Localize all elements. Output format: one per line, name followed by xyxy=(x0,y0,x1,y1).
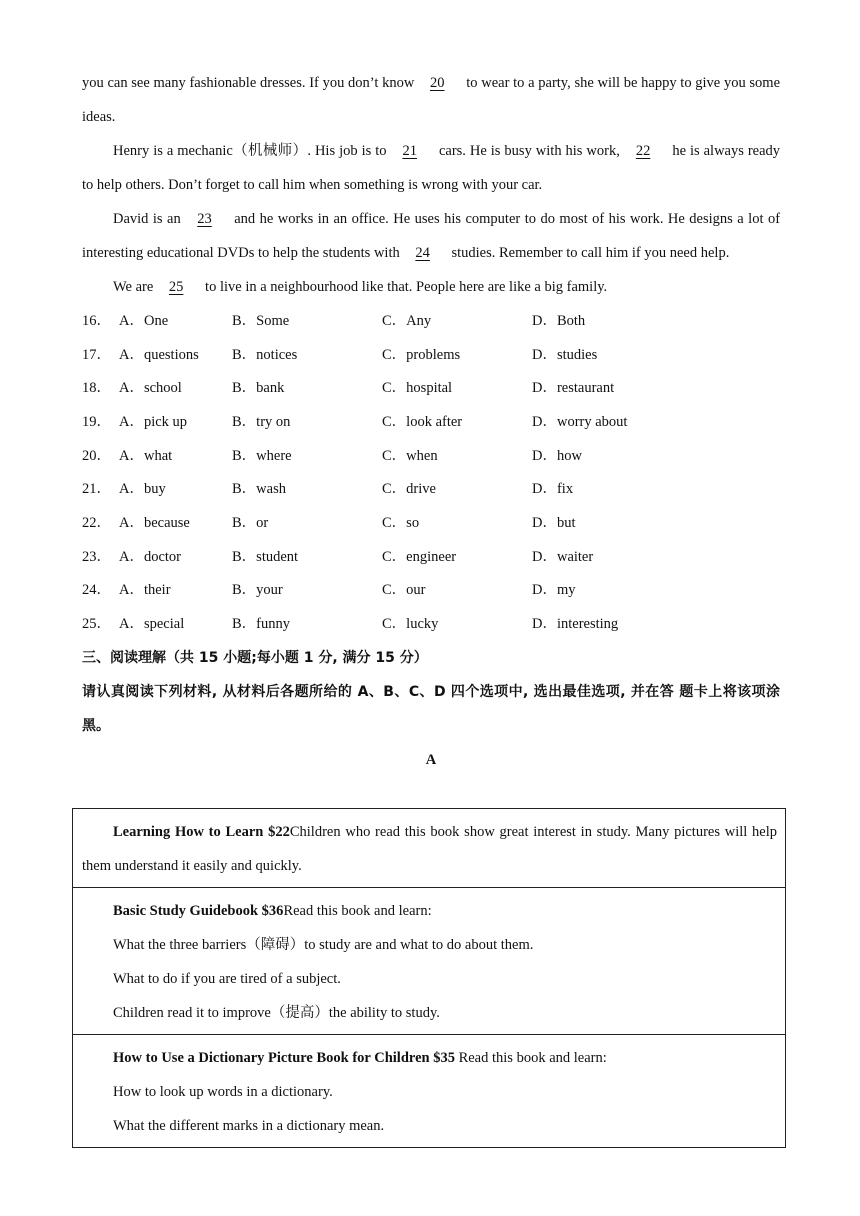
book-ad-line xyxy=(82,928,777,962)
question-number: 19． xyxy=(82,413,111,430)
option-c[interactable]: C．so xyxy=(382,514,420,531)
question-number: 25． xyxy=(82,616,111,633)
option-a[interactable]: A．special xyxy=(119,616,185,633)
question-row xyxy=(82,472,780,506)
book-ad-row xyxy=(73,1035,786,1148)
book-description: Children who read this book show great interest in study. Many pictures will help them understand it easily and quickly. xyxy=(82,824,777,874)
option-d[interactable]: D．fix xyxy=(532,481,574,498)
book-description: What the three barriers（障碍）to study are and what to do about them. xyxy=(113,937,534,953)
question-number: 18． xyxy=(82,380,111,397)
option-a[interactable]: A．buy xyxy=(119,481,166,498)
text: We are xyxy=(113,279,154,295)
option-a[interactable]: A．what xyxy=(119,447,173,464)
text: David is an xyxy=(113,211,181,227)
book-ad-line xyxy=(82,996,777,1030)
option-d[interactable]: D．Both xyxy=(532,312,586,329)
option-c[interactable]: C．hospital xyxy=(382,380,453,397)
question-row xyxy=(82,439,780,473)
book-title: Basic Study Guidebook $36 xyxy=(113,903,284,919)
option-b[interactable]: B．Some xyxy=(232,312,290,329)
book-ad-line xyxy=(82,962,777,996)
question-number: 24． xyxy=(82,582,111,599)
blank-24[interactable]: 24 xyxy=(415,245,430,261)
option-c[interactable]: C．our xyxy=(382,582,426,599)
option-b[interactable]: B．or xyxy=(232,514,269,531)
option-b[interactable]: B．your xyxy=(232,582,283,599)
book-ads-table xyxy=(72,808,786,1148)
text: cars. He is busy with his work, xyxy=(438,143,620,159)
option-c[interactable]: C．problems xyxy=(382,346,461,363)
text: to live in a neighbourhood like that. People here are like a big family. xyxy=(205,279,608,295)
option-c[interactable]: C．when xyxy=(382,447,438,464)
book-ad-cell xyxy=(73,1035,786,1148)
option-b[interactable]: B．where xyxy=(232,447,292,464)
option-c[interactable]: C．engineer xyxy=(382,548,457,565)
option-b[interactable]: B．student xyxy=(232,548,299,565)
option-c[interactable]: C．drive xyxy=(382,481,436,498)
book-ad-line xyxy=(82,894,777,928)
option-b[interactable]: B．try on xyxy=(232,413,291,430)
blank-20[interactable]: 20 xyxy=(430,75,445,91)
document-page xyxy=(82,66,780,777)
question-number: 16． xyxy=(82,312,111,329)
question-row xyxy=(82,405,780,439)
book-description: Read this book and learn: xyxy=(283,903,432,919)
book-description: How to look up words in a dictionary. xyxy=(113,1084,333,1100)
book-description: What the different marks in a dictionary mean. xyxy=(113,1118,385,1134)
section-instruction: 请认真阅读下列材料, 从材料后各题所给的 A、B、C、D 四个选项中, 选出最佳选项, 并在答 题卡上将该项涂黑。 xyxy=(82,683,780,734)
option-b[interactable]: B．notices xyxy=(232,346,298,363)
book-title: How to Use a Dictionary Picture Book for Children $35 xyxy=(113,1050,455,1066)
passage-paragraph-3 xyxy=(82,202,780,270)
question-row xyxy=(82,304,780,338)
question-row xyxy=(82,540,780,574)
blank-22[interactable]: 22 xyxy=(635,143,651,159)
section-heading: 三、阅读理解（共 15 小题;每小题 1 分, 满分 15 分） xyxy=(82,649,428,666)
book-description: What to do if you are tired of a subject. xyxy=(113,971,341,987)
book-description: Children read it to improve（提高）the ability to study. xyxy=(113,1005,440,1021)
option-a[interactable]: A．their xyxy=(119,582,171,599)
question-number: 17． xyxy=(82,346,111,363)
book-ad-cell xyxy=(73,809,786,888)
text: to wear to a party, she will be happy to give you some ideas. xyxy=(82,75,781,125)
option-d[interactable]: D．but xyxy=(532,514,576,531)
option-a[interactable]: A．One xyxy=(119,312,169,329)
question-number: 23． xyxy=(82,548,111,565)
passage-paragraph-2 xyxy=(82,134,780,202)
book-ad-text xyxy=(82,815,777,883)
text: and he works in an office. He uses his computer to do most of his work. He designs a lot of interesting educational DVDs to help the students with xyxy=(82,211,781,261)
option-a[interactable]: A．doctor xyxy=(119,548,182,565)
book-ad-line xyxy=(82,1109,777,1143)
text: he is always ready to help others. Don’t forget to call him when something is wrong with your car. xyxy=(82,143,781,193)
book-ad-row xyxy=(73,809,786,888)
option-b[interactable]: B．bank xyxy=(232,380,285,397)
option-a[interactable]: A．pick up xyxy=(119,413,188,430)
passage-label: A xyxy=(425,751,437,768)
blank-21[interactable]: 21 xyxy=(402,143,417,159)
book-description: Read this book and learn: xyxy=(454,1050,607,1066)
option-d[interactable]: D．my xyxy=(532,582,576,599)
option-d[interactable]: D．restaurant xyxy=(532,380,615,397)
question-row xyxy=(82,506,780,540)
book-ad-line xyxy=(82,1075,777,1109)
blank-23[interactable]: 23 xyxy=(197,211,212,227)
option-d[interactable]: D．how xyxy=(532,447,582,464)
book-title: Learning How to Learn $22 xyxy=(113,824,290,840)
text: Henry is a mechanic（机械师）. His job is to xyxy=(113,143,387,159)
question-options-list xyxy=(82,304,780,641)
option-c[interactable]: C．lucky xyxy=(382,616,439,633)
option-c[interactable]: C．look after xyxy=(382,413,463,430)
question-row xyxy=(82,574,780,608)
option-d[interactable]: D．studies xyxy=(532,346,598,363)
text: you can see many fashionable dresses. If you don’t know xyxy=(82,75,415,91)
option-c[interactable]: C．Any xyxy=(382,312,432,329)
option-d[interactable]: D．interesting xyxy=(532,616,619,633)
option-a[interactable]: A．questions xyxy=(119,346,199,363)
question-row xyxy=(82,371,780,405)
question-number: 22． xyxy=(82,514,111,531)
option-b[interactable]: B．wash xyxy=(232,481,286,498)
blank-25[interactable]: 25 xyxy=(168,279,184,295)
option-d[interactable]: D．worry about xyxy=(532,413,628,430)
option-a[interactable]: A．school xyxy=(119,380,182,397)
question-row xyxy=(82,338,780,372)
book-ad-row xyxy=(73,888,786,1035)
book-ad-line xyxy=(82,1041,777,1075)
question-number: 20． xyxy=(82,447,111,464)
text: studies. Remember to call him if you need help. xyxy=(451,245,730,261)
option-a[interactable]: A．because xyxy=(119,514,190,531)
passage-paragraph-1 xyxy=(82,66,780,134)
passage-paragraph-4 xyxy=(82,270,780,304)
option-d[interactable]: D．waiter xyxy=(532,548,594,565)
option-b[interactable]: B．funny xyxy=(232,616,290,633)
question-number: 21． xyxy=(82,481,111,498)
book-ad-cell xyxy=(73,888,786,1035)
question-row xyxy=(82,607,780,641)
